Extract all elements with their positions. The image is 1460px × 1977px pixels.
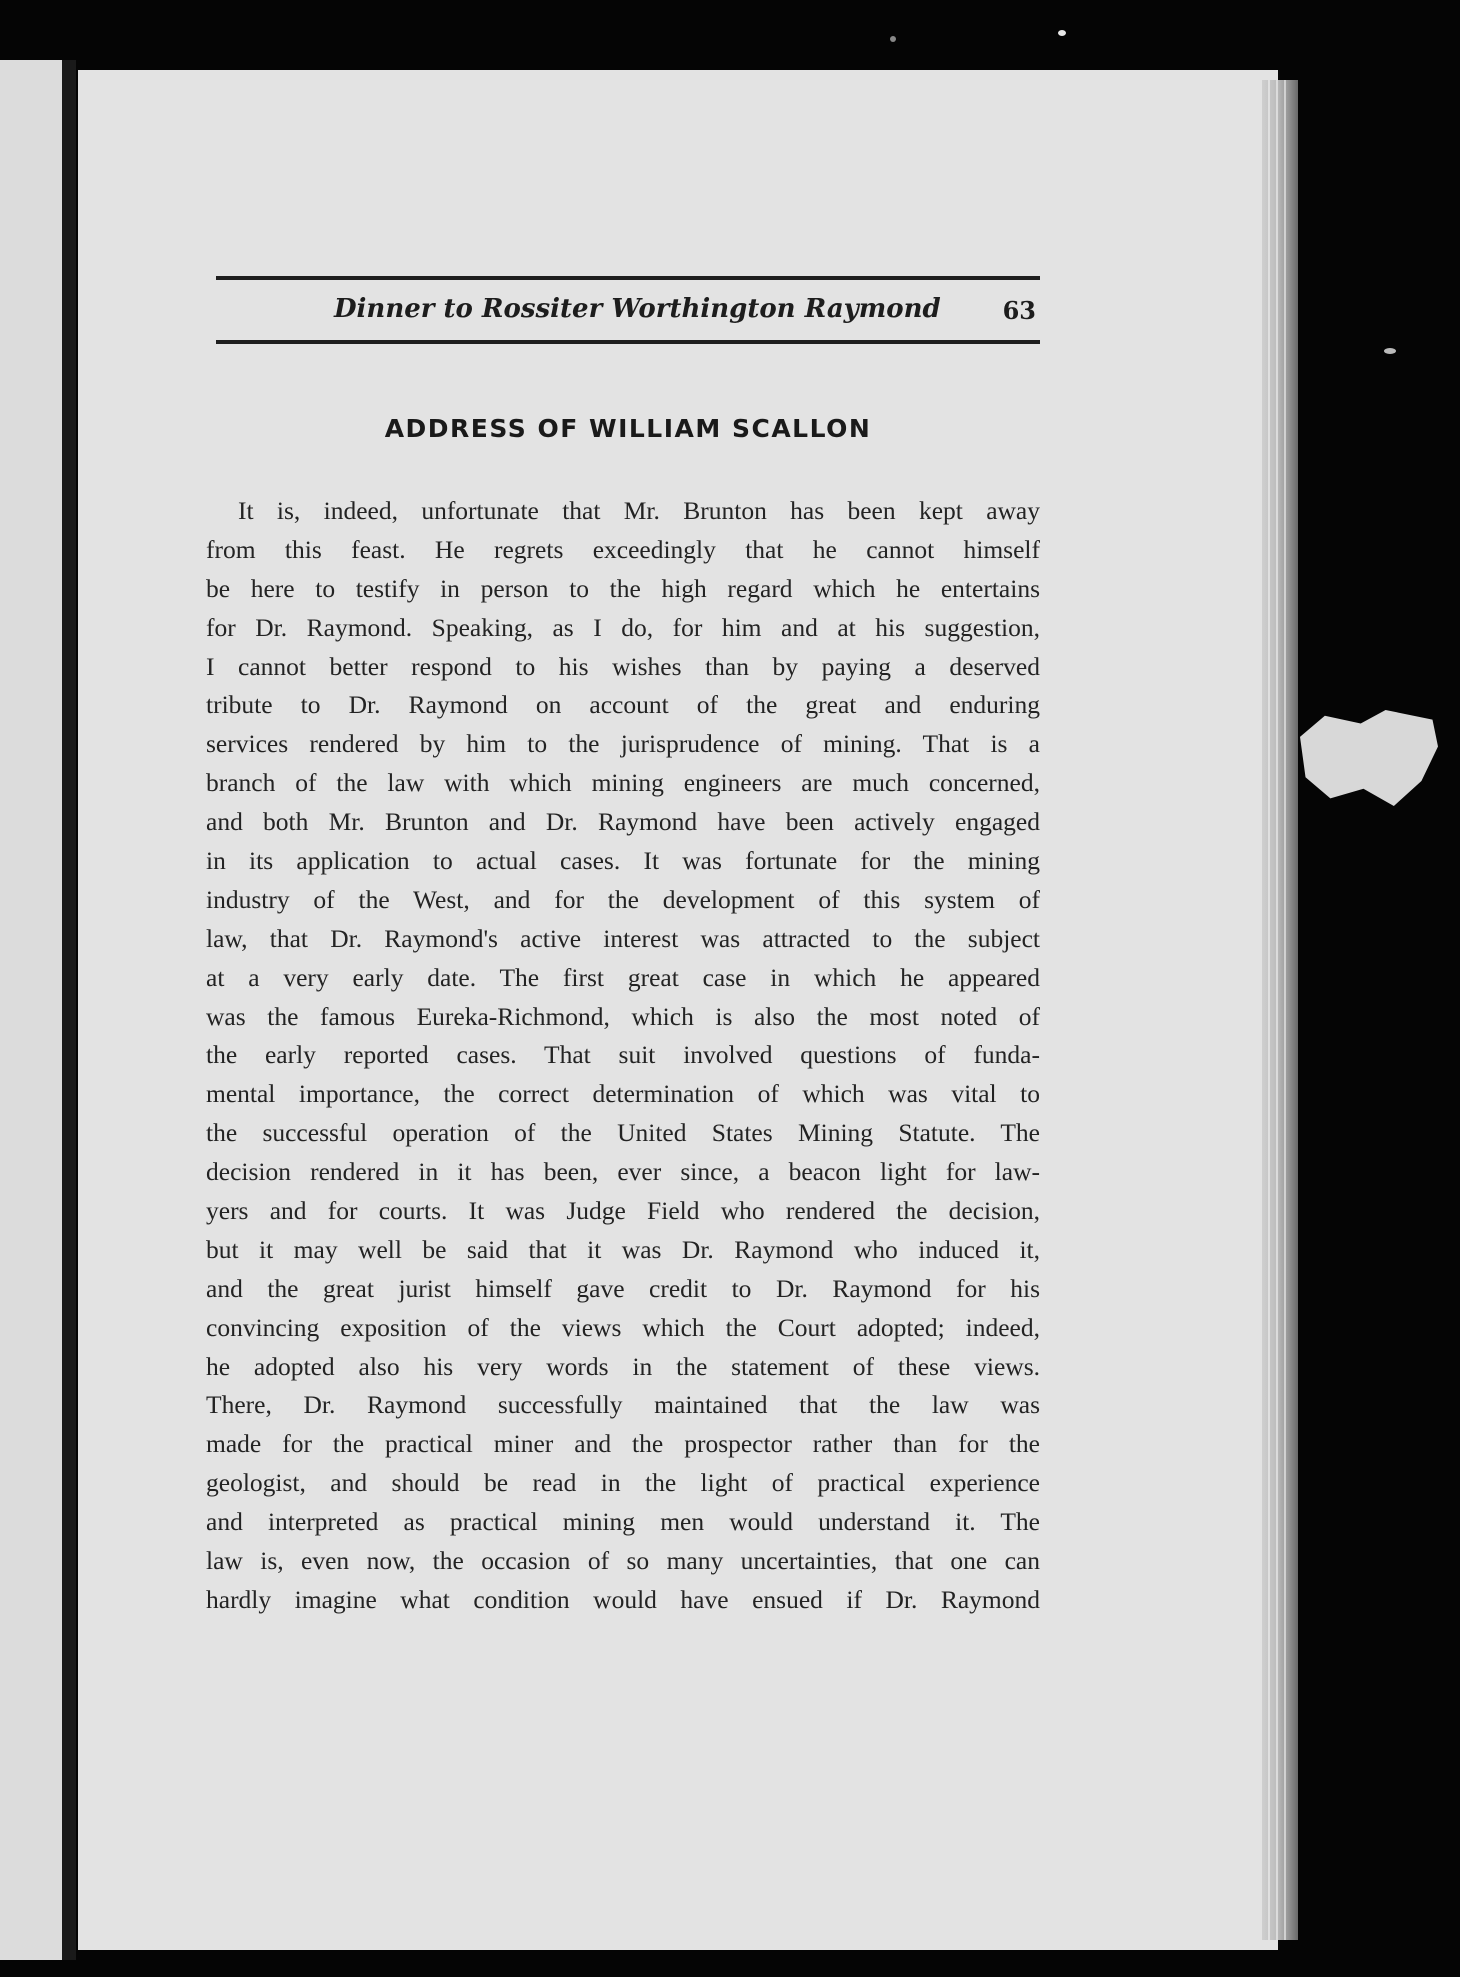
text-line: the early reported cases. That suit involved questions of funda- [206,1040,1040,1070]
text-line: tribute to Dr. Raymond on account of the great and enduring [206,690,1040,720]
text-line: geologist, and should be read in the light of practical experience [206,1468,1040,1498]
text-line: and interpreted as practical mining men would understand it. The [206,1507,1040,1537]
dust-speck [1384,348,1396,354]
text-line: the successful operation of the United States Mining Statute. The [206,1118,1040,1148]
text-line: There, Dr. Raymond successfully maintained that the law was [206,1390,1040,1420]
text-line: in its application to actual cases. It was fortunate for the mining [206,846,1040,876]
text-line: and the great jurist himself gave credit to Dr. Raymond for his [206,1273,1040,1303]
text-line: industry of the West, and for the development of this system of [206,884,1040,914]
text-line: but it may well be said that it was Dr. Raymond who induced it, [206,1234,1040,1264]
text-line: and both Mr. Brunton and Dr. Raymond have been actively engaged [206,807,1040,837]
text-line: made for the practical miner and the prospector rather than for the [206,1429,1040,1459]
page-stack-edge [1262,80,1298,1940]
text-line: I cannot better respond to his wishes than by paying a deserved [206,651,1040,681]
page-number: 63 [1002,296,1036,325]
text-line: for Dr. Raymond. Speaking, as I do, for him and at his suggestion, [206,612,1040,642]
text-line: services rendered by him to the jurisprudence of mining. That is a [206,729,1040,759]
running-head [216,276,1040,344]
torn-paper-fragment [1300,710,1438,806]
text-line: law, that Dr. Raymond's active interest was attracted to the subject [206,923,1040,953]
dust-speck [1058,30,1066,36]
facing-page-edge [0,60,62,1960]
text-line: decision rendered in it has been, ever since, a beacon light for law- [206,1157,1040,1187]
section-heading: ADDRESS OF WILLIAM SCALLON [384,414,872,443]
text-line: at a very early date. The first great case in which he appeared [206,962,1040,992]
text-line: from this feast. He regrets exceedingly that he cannot himself [206,534,1040,564]
text-line: mental importance, the correct determination of which was vital to [206,1079,1040,1109]
running-head-title: Dinner to Rossiter Worthington Raymond [334,294,941,324]
text-line: be here to testify in person to the high regard which he entertains [206,573,1040,603]
text-line: was the famous Eureka-Richmond, which is also the most noted of [206,1001,1040,1031]
book-gutter [62,60,76,1960]
text-line: It is, indeed, unfortunate that Mr. Brunton has been kept away [238,496,1040,525]
text-line: branch of the law with which mining engineers are much concerned, [206,768,1040,798]
text-line: convincing exposition of the views which the Court adopted; indeed, [206,1312,1040,1342]
text-line: yers and for courts. It was Judge Field who rendered the decision, [206,1196,1040,1226]
text-line: he adopted also his very words in the statement of these views. [206,1351,1040,1381]
text-line: hardly imagine what condition would have ensued if Dr. Raymond [206,1584,1040,1614]
dust-speck [890,36,896,42]
body-text [206,492,1040,1620]
text-line: law is, even now, the occasion of so many uncertainties, that one can [206,1546,1040,1576]
